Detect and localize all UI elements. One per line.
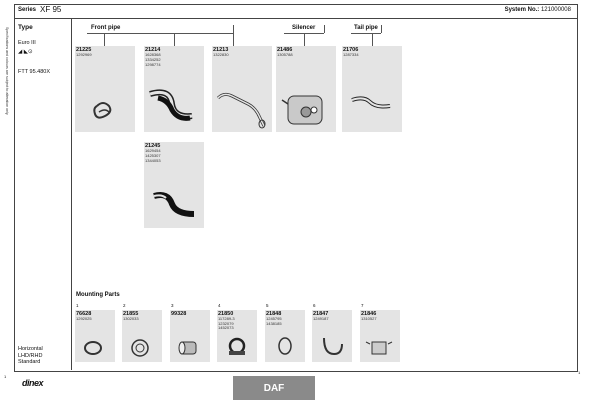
bracket-tick — [381, 25, 382, 33]
front-pipe-icon — [144, 178, 204, 228]
side-disclaimer: Specifications and colours are subject to alteration only — [5, 27, 9, 115]
part-number: 21847 — [313, 311, 329, 317]
tail-pipe-icon — [342, 82, 402, 132]
mount-card[interactable] — [312, 310, 352, 362]
mounting-parts-title: Mounting Parts — [76, 292, 120, 298]
system-label: System No.: — [504, 7, 540, 13]
mount-position: 3 — [171, 303, 174, 308]
part-number: 21846 — [361, 311, 377, 317]
orientation: Horizontal — [18, 346, 43, 352]
u-bolt-icon — [312, 332, 352, 362]
flex-pipe-icon — [75, 82, 135, 132]
dinex-logo: dinex — [22, 378, 44, 388]
mount-card[interactable] — [217, 310, 257, 362]
intermediate-pipe-icon — [212, 82, 272, 132]
part-number: 21706 — [343, 47, 359, 53]
part-refs: 1302033 — [123, 316, 139, 321]
part-card[interactable] — [276, 46, 336, 132]
silencer-icon — [276, 82, 336, 132]
configuration-info — [18, 346, 43, 366]
header-divider — [14, 18, 577, 19]
part-refs: 1245795 1438185 — [266, 316, 282, 326]
bracket-tick — [372, 33, 373, 46]
part-card[interactable] — [212, 46, 272, 132]
mount-position: 5 — [266, 303, 269, 308]
part-number: 21225 — [76, 47, 92, 53]
clamp-icon — [75, 332, 115, 362]
group-tail-pipe: Tail pipe — [354, 25, 378, 31]
mount-card[interactable] — [265, 310, 305, 362]
mount-card[interactable] — [75, 310, 115, 362]
part-refs: 1628368 1334252 1298774 — [145, 52, 161, 67]
part-card[interactable] — [144, 142, 204, 228]
ring-clamp-icon — [265, 332, 305, 362]
emission-standard: Euro III — [18, 40, 36, 46]
part-number: 99328 — [171, 311, 187, 317]
part-refs: 1305788 — [277, 52, 293, 57]
mount-position: 4 — [218, 303, 221, 308]
connector-icon — [360, 332, 400, 362]
part-refs: 1322830 — [213, 52, 229, 57]
mount-position: 7 — [361, 303, 364, 308]
part-card[interactable] — [342, 46, 402, 132]
front-pipe-bracket — [87, 33, 234, 34]
part-number: 21850 — [218, 311, 234, 317]
mount-position: 6 — [313, 303, 316, 308]
bracket-tick — [233, 33, 234, 46]
bracket-tick — [174, 33, 175, 46]
part-number: 76628 — [76, 311, 92, 317]
group-front-pipe: Front pipe — [91, 25, 121, 31]
part-number: 21213 — [213, 47, 229, 53]
part-number: 21848 — [266, 311, 282, 317]
part-refs: 1292969 — [76, 52, 92, 57]
series-label: Series — [18, 7, 37, 13]
drive-side: LHD/RHD — [18, 352, 43, 359]
gasket-icon — [122, 332, 162, 362]
model-name: FTT 95.480X — [18, 69, 50, 75]
bracket-tick — [304, 33, 305, 46]
part-number: 21486 — [277, 47, 293, 53]
bracket-tick — [324, 25, 325, 33]
part-number: 21214 — [145, 47, 161, 53]
part-refs: 1310527 — [361, 316, 377, 321]
mount-position: 2 — [123, 303, 126, 308]
tail-pipe-bracket — [351, 33, 381, 34]
part-refs: 1292025 — [76, 316, 92, 321]
system-value: 121000008 — [540, 7, 571, 13]
series-value: XF 95 — [40, 5, 62, 14]
sidebar-divider — [71, 18, 72, 370]
part-refs: 1629454 1425307 1344053 — [145, 148, 161, 163]
bracket-tick — [104, 33, 105, 46]
mount-card[interactable] — [170, 310, 210, 362]
sleeve-icon — [170, 332, 210, 362]
part-refs: 1249187 — [313, 316, 329, 321]
page-number-right: 1 — [578, 370, 581, 375]
front-pipe-icon — [144, 82, 204, 132]
page-number-left: 1 — [4, 374, 7, 379]
system-number — [505, 7, 571, 13]
axle-icons: ◢ ◣⊙ — [18, 49, 33, 55]
part-refs: 117289-3 1232079 1452073 — [218, 316, 235, 330]
bracket-tick — [233, 25, 234, 33]
part-number: 21855 — [123, 311, 139, 317]
mount-card[interactable] — [122, 310, 162, 362]
mount-card[interactable] — [360, 310, 400, 362]
part-refs: 1287334 — [343, 52, 359, 57]
mount-position: 1 — [76, 303, 79, 308]
brand-tab[interactable]: DAF — [233, 376, 315, 400]
type-label: Type — [18, 24, 33, 31]
variant: Standard — [18, 359, 41, 366]
group-silencer: Silencer — [292, 25, 316, 31]
band-clamp-icon — [217, 332, 257, 362]
part-number: 21245 — [145, 143, 161, 149]
part-card[interactable] — [75, 46, 135, 132]
part-card[interactable] — [144, 46, 204, 132]
